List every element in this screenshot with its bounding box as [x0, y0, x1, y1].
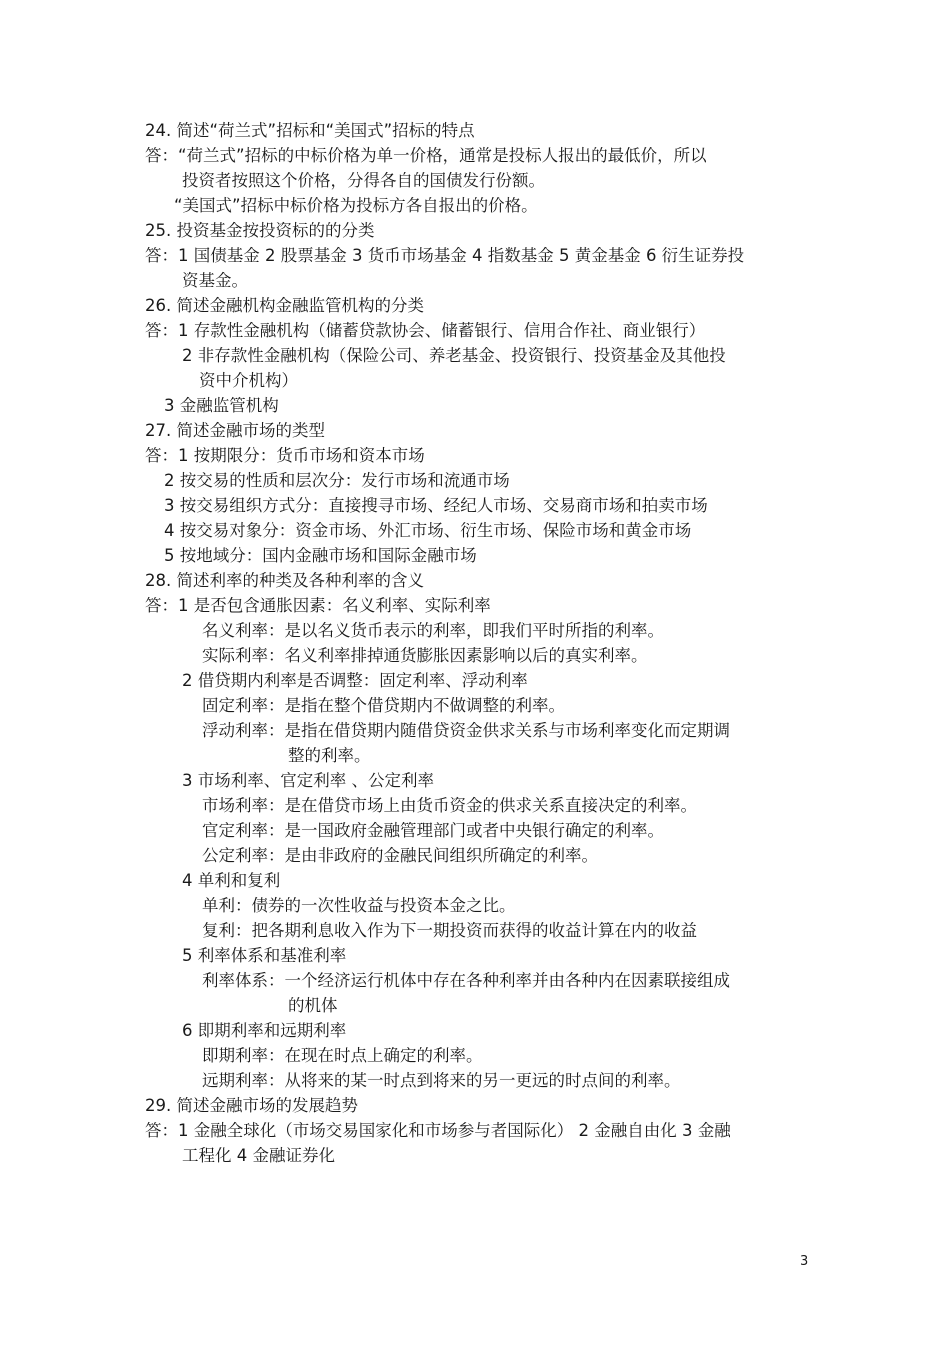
answer-28-line: 6 即期利率和远期利率: [182, 1021, 347, 1040]
answer-28-line: 实际利率：名义利率排掉通货膨胀因素影响以后的真实利率。: [202, 646, 648, 665]
answer-24-line: 投资者按照这个价格，分得各自的国债发行份额。: [182, 171, 545, 190]
answer-28-line: 公定利率：是由非政府的金融民间组织所确定的利率。: [202, 846, 598, 865]
answer-28-line: 3 市场利率、官定利率 、公定利率: [182, 771, 434, 790]
answer-28-line: 的机体: [288, 996, 338, 1015]
question-26-heading: 26. 简述金融机构金融监管机构的分类: [145, 296, 424, 315]
answer-26-line: 答：1 存款性金融机构（储蓄贷款协会、储蓄银行、信用合作社、商业银行）: [145, 321, 706, 340]
answer-28-line: 即期利率：在现在时点上确定的利率。: [202, 1046, 483, 1065]
answer-28-line: 固定利率：是指在整个借贷期内不做调整的利率。: [202, 696, 565, 715]
answer-29-line: 工程化 4 金融证券化: [182, 1146, 335, 1165]
question-29-heading: 29. 简述金融市场的发展趋势: [145, 1096, 358, 1115]
answer-24-line: “美国式”招标中标价格为投标方各自报出的价格。: [174, 196, 538, 215]
answer-27-line: 3 按交易组织方式分：直接搜寻市场、经纪人市场、交易商市场和拍卖市场: [164, 496, 708, 515]
answer-28-line: 浮动利率：是指在借贷期内随借贷资金供求关系与市场利率变化而定期调: [202, 721, 730, 740]
answer-25-line: 资基金。: [182, 271, 248, 290]
answer-28-line: 官定利率：是一国政府金融管理部门或者中央银行确定的利率。: [202, 821, 664, 840]
answer-28-line: 市场利率：是在借贷市场上由货币资金的供求关系直接决定的利率。: [202, 796, 697, 815]
answer-28-line: 整的利率。: [288, 746, 371, 765]
answer-28-line: 答：1 是否包含通胀因素：名义利率、实际利率: [145, 596, 491, 615]
answer-28-line: 利率体系：一个经济运行机体中存在各种利率并由各种内在因素联接组成: [202, 971, 730, 990]
answer-29-line: 答：1 金融全球化（市场交易国家化和市场参与者国际化） 2 金融自由化 3 金融: [145, 1121, 731, 1140]
question-27-heading: 27. 简述金融市场的类型: [145, 421, 325, 440]
page-number: 3: [800, 1254, 809, 1269]
answer-28-line: 名义利率：是以名义货币表示的利率，即我们平时所指的利率。: [202, 621, 664, 640]
question-28-heading: 28. 简述利率的种类及各种利率的含义: [145, 571, 424, 590]
answer-28-line: 5 利率体系和基准利率: [182, 946, 347, 965]
answer-28-line: 复利：把各期利息收入作为下一期投资而获得的收益计算在内的收益: [202, 921, 697, 940]
answer-26-line: 资中介机构）: [199, 371, 298, 390]
answer-28-line: 单利：债券的一次性收益与投资本金之比。: [202, 896, 516, 915]
answer-25-line: 答：1 国债基金 2 股票基金 3 货币市场基金 4 指数基金 5 黄金基金 6 衍生证券投: [145, 246, 745, 265]
answer-27-line: 答：1 按期限分：货币市场和资本市场: [145, 446, 425, 465]
answer-26-line: 2 非存款性金融机构（保险公司、养老基金、投资银行、投资基金及其他投: [182, 346, 726, 365]
answer-28-line: 2 借贷期内利率是否调整：固定利率、浮动利率: [182, 671, 528, 690]
answer-26-line: 3 金融监管机构: [164, 396, 279, 415]
answer-28-line: 4 单利和复利: [182, 871, 281, 890]
answer-27-line: 4 按交易对象分：资金市场、外汇市场、衍生市场、保险市场和黄金市场: [164, 521, 692, 540]
answer-27-line: 5 按地域分：国内金融市场和国际金融市场: [164, 546, 477, 565]
answer-27-line: 2 按交易的性质和层次分：发行市场和流通市场: [164, 471, 510, 490]
question-24-heading: 24. 简述“荷兰式”招标和“美国式”招标的特点: [145, 121, 475, 140]
question-25-heading: 25. 投资基金按投资标的的分类: [145, 221, 375, 240]
answer-28-line: 远期利率：从将来的某一时点到将来的另一更远的时点间的利率。: [202, 1071, 681, 1090]
answer-24-line: 答：“荷兰式”招标的中标价格为单一价格，通常是投标人报出的最低价，所以: [145, 146, 707, 165]
